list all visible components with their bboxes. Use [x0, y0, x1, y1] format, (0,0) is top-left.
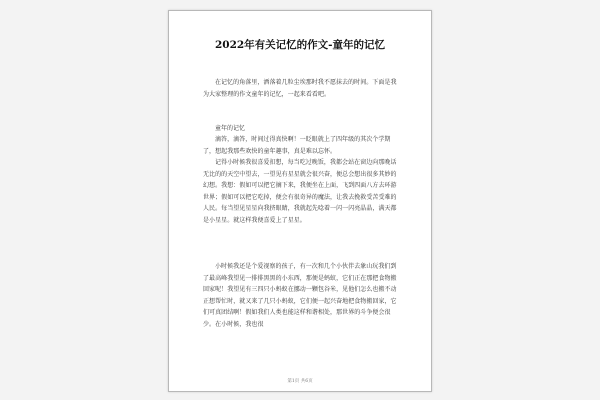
- body-paragraph-1: 滴答，滴答，时间过得真快啊！一眨眼就上了四年级的其次个学期了，想起我那些欢快的童年趣事，真是难以忘怀。: [203, 136, 391, 155]
- page-footer: 第1页 共6页: [287, 379, 313, 384]
- body-paragraph-2: 记得小时候我很喜爱扣想，每当吃过晚饭，我都会站在窗边向那晚话无比的的天空中望去，一望见有星星就会很兴奋，便总会想出很多其妙的幻想。我想：假如可以把它摘下来，我便坐在上面，飞到四面八方去环游世界；假如可以把它吃掉，便会有很奇异的魔法，让我去挽救受苦受难的人民。每当望见星星向我挤眼睛，我就起先唸着一闪一闪亮晶晶，满天都是小星星。就这样我便喜爱上了星星。: [203, 159, 397, 224]
- intro-paragraph: 在记忆的角落里，洒落着几粒尘埃那时我不愿抹去的时间。下面是我为大家整理的作文童年的记忆，一起来看看吧。: [203, 79, 397, 98]
- document-title: 2022年有关记忆的作文-童年的记忆: [214, 39, 386, 51]
- subheading: 童年的记忆: [215, 125, 246, 132]
- body-paragraph-3: 小时候我还是个爱视察的孩子，有一次和几个小伙伴去象山玩我们到了最高峰我望见一排排黑黑的小东西，那便是蚂蚁，它们正在那把食物搬回家呢！我望见有三四只小蚂蚁在挪动一颗包谷米，见他们怎么也搬不动正想帮忙时，就又来了几只小蚂蚁，它们便一起兴奋地把食物搬回家，它们可真团结啊！假如我们人类也能这样和谐相处，那世界的斗争便会很少。在小时候，我也很: [203, 263, 397, 328]
- document-page: [168, 10, 432, 392]
